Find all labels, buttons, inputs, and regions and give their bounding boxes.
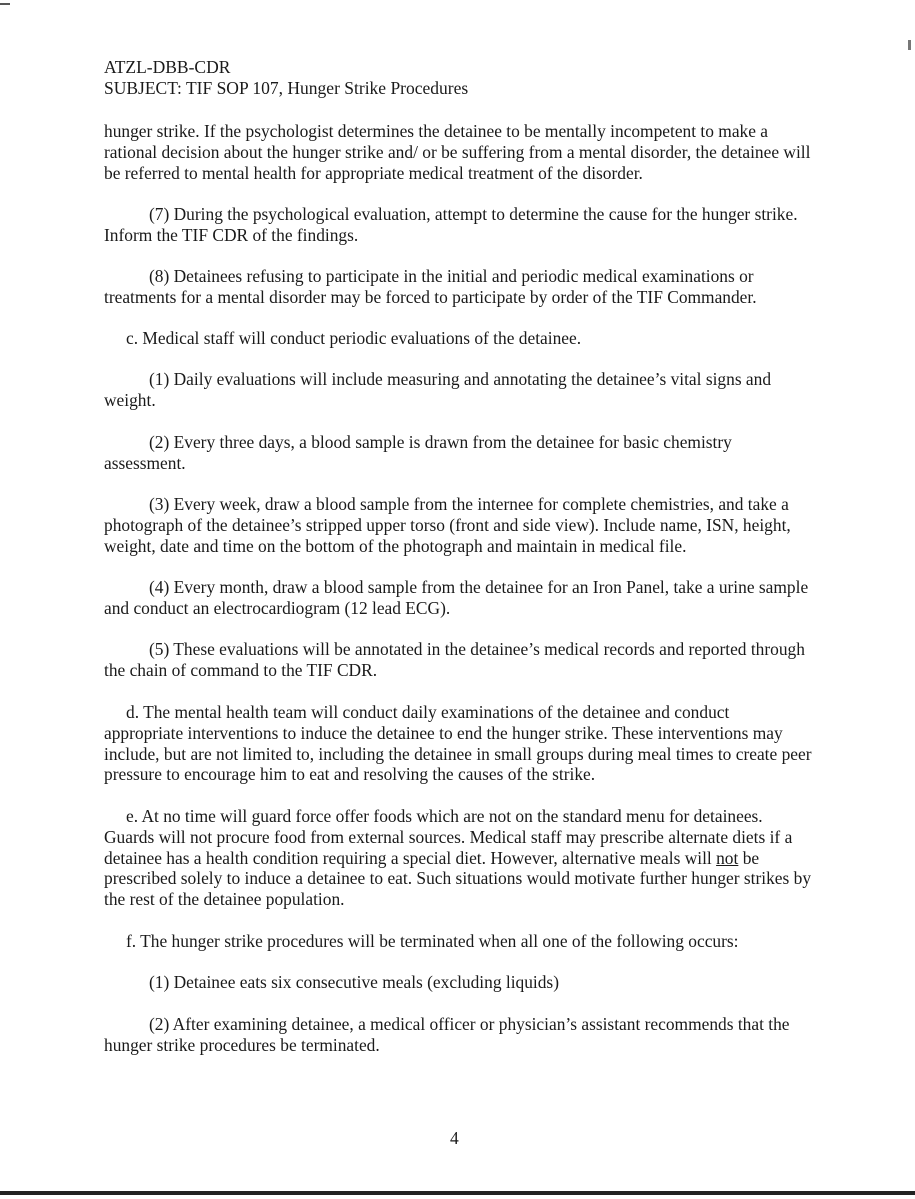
paragraph-b7: (7) During the psychological evaluation, attempt to determine the cause for the hunger strike. Inform the TIF CDR of the findings. xyxy=(104,204,798,245)
paragraph-f1: (1) Detainee eats six consecutive meals (excluding liquids) xyxy=(149,972,559,992)
emphasis-not: not xyxy=(716,847,739,868)
scan-bottom-edge xyxy=(0,1191,915,1195)
paragraph-continuation: hunger strike. If the psychologist determines the detainee to be mentally incompetent to make a rational decision about the hunger strike and/ or be suffering from a mental disorder, the detainee will be referred to mental health for appropriate medical treatment of the disorder. xyxy=(104,121,811,183)
paragraph-e-text-end: be prescribed solely to induce a detainee to eat. Such situations would motivate further hunger strikes by the rest of the detainee population. xyxy=(104,847,812,910)
paragraph-c3: (3) Every week, draw a blood sample from the internee for complete chemistries, and take a photograph of the detainee’s stripped upper torso (front and side view). Include name, ISN, height, weight, date and time on the bottom of the photograph and maintain in medical file. xyxy=(104,494,791,556)
paragraph-e xyxy=(104,806,812,910)
paragraph-c4: (4) Every month, draw a blood sample from the detainee for an Iron Panel, take a urine sample and conduct an electrocardiogram (12 lead ECG). xyxy=(104,577,809,618)
paragraph-f: f. The hunger strike procedures will be terminated when all one of the following occurs: xyxy=(126,931,739,951)
paragraph-d: d. The mental health team will conduct daily examinations of the detainee and conduct appropriate interventions to induce the detainee to end the hunger strike. These interventions may include, but are not limited to, including the detainee in small groups during meal times to create peer pressure to encourage him to eat and resolving the causes of the strike. xyxy=(104,702,812,785)
scan-artifact xyxy=(908,40,911,50)
paragraph-b8: (8) Detainees refusing to participate in the initial and periodic medical examinations or treatments for a mental disorder may be forced to participate by order of the TIF Commander. xyxy=(104,266,757,307)
paragraph-c2: (2) Every three days, a blood sample is drawn from the detainee for basic chemistry assessment. xyxy=(104,432,732,473)
paragraph-c5: (5) These evaluations will be annotated in the detainee’s medical records and reported through the chain of command to the TIF CDR. xyxy=(104,639,805,680)
memo-header xyxy=(104,57,468,99)
office-symbol: ATZL-DBB-CDR xyxy=(104,57,231,77)
paragraph-e-text: e. At no time will guard force offer foods which are not on the standard menu for detainees. Guards will not procure food from external sources. Medical staff may prescribe alternate diets if a detainee has a health condition requiring a special diet. However, alternative meals will xyxy=(104,806,793,868)
paragraph-c: c. Medical staff will conduct periodic evaluations of the detainee. xyxy=(126,328,582,348)
paragraph-f2: (2) After examining detainee, a medical officer or physician’s assistant recommends that the hunger strike procedures be terminated. xyxy=(104,1014,790,1055)
paragraph-c1: (1) Daily evaluations will include measuring and annotating the detainee’s vital signs and weight. xyxy=(104,369,772,410)
subject-line: SUBJECT: TIF SOP 107, Hunger Strike Procedures xyxy=(104,78,469,98)
page-number: 4 xyxy=(450,1128,459,1148)
scan-artifact xyxy=(0,3,10,5)
